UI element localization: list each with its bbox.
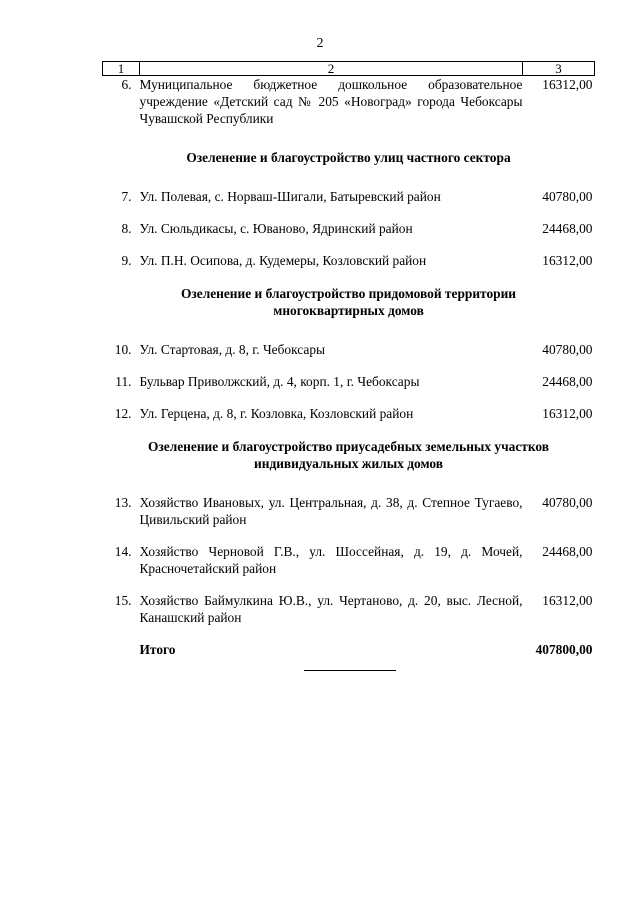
row-description: Ул. Герцена, д. 8, г. Козловка, Козловский район <box>139 406 414 421</box>
table-row <box>103 405 595 422</box>
row-description: Хозяйство Черновой Г.В., ул. Шоссейная, д. 19, д. Мочей, Красночетайский район <box>139 544 523 576</box>
row-amount: 16312,00 <box>542 77 593 92</box>
table-row <box>103 543 595 577</box>
section-title-line-1: Озеленение и благоустройство приусадебных земельных участков <box>147 439 550 454</box>
table-row <box>103 188 595 205</box>
row-amount: 40780,00 <box>542 342 593 357</box>
section-heading <box>103 438 595 472</box>
row-number: 11. <box>115 374 132 389</box>
row-number: 12. <box>114 406 132 421</box>
row-amount: 24468,00 <box>542 544 593 559</box>
table-row <box>103 220 595 237</box>
section-title-line-1: Озеленение и благоустройство придомовой территории <box>180 286 517 301</box>
row-amount: 24468,00 <box>542 221 593 236</box>
row-description: Ул. П.Н. Осипова, д. Кудемеры, Козловский район <box>139 253 427 268</box>
row-number: 8. <box>121 221 132 236</box>
row-amount: 40780,00 <box>542 495 593 510</box>
table-row <box>103 494 595 528</box>
row-description: Хозяйство Баймулкина Ю.В., ул. Чертаново, д. 20, выс. Лесной, Канашский район <box>139 593 523 625</box>
row-number: 10. <box>114 342 132 357</box>
table-row <box>103 341 595 358</box>
row-description: Ул. Сюльдикасы, с. Юваново, Ядринский район <box>139 221 413 236</box>
table-row <box>103 76 595 128</box>
total-label: Итого <box>139 642 176 657</box>
row-number: 14. <box>114 544 132 559</box>
section-heading <box>103 285 595 319</box>
closing-rule <box>304 670 396 671</box>
total-row <box>103 641 595 658</box>
header-col-3: 3 <box>523 62 595 76</box>
row-number: 7. <box>121 189 132 204</box>
table-header-row <box>103 62 595 76</box>
row-amount: 40780,00 <box>542 189 593 204</box>
section-title-line-2: индивидуальных жилых домов <box>254 456 443 471</box>
section-heading <box>103 149 595 166</box>
row-amount: 16312,00 <box>542 253 593 268</box>
row-amount: 16312,00 <box>542 406 593 421</box>
table-row <box>103 252 595 269</box>
row-amount: 24468,00 <box>542 374 593 389</box>
row-number: 6. <box>121 77 132 92</box>
row-description: Хозяйство Ивановых, ул. Центральная, д. 38, д. Степное Тугаево, Цивильский район <box>139 495 523 527</box>
row-description: Муниципальное бюджетное дошкольное образовательное учреждение «Детский сад № 205 «Новоград» города Чебоксары Чувашской Республики <box>139 77 523 126</box>
allocation-table <box>102 61 595 658</box>
header-col-1: 1 <box>103 62 140 76</box>
section-title-line-2: многоквартирных домов <box>273 303 424 318</box>
row-number: 15. <box>114 593 132 608</box>
row-amount: 16312,00 <box>542 593 593 608</box>
row-number: 9. <box>121 253 132 268</box>
total-amount: 407800,00 <box>535 642 593 657</box>
row-description: Бульвар Приволжский, д. 4, корп. 1, г. Чебоксары <box>139 374 420 389</box>
row-description: Ул. Стартовая, д. 8, г. Чебоксары <box>139 342 326 357</box>
row-number: 13. <box>114 495 132 510</box>
header-col-2: 2 <box>140 62 523 76</box>
table-row <box>103 592 595 626</box>
table-row <box>103 373 595 390</box>
section-title: Озеленение и благоустройство улиц частного сектора <box>186 150 511 165</box>
page-number: 2 <box>316 36 324 51</box>
row-description: Ул. Полевая, с. Норваш-Шигали, Батыревский район <box>139 189 441 204</box>
